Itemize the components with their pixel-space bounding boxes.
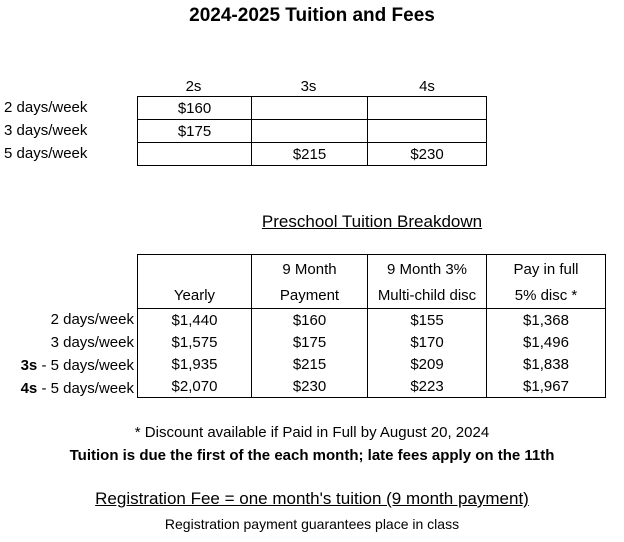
table-row — [138, 375, 606, 398]
table-cell: $175 — [138, 120, 252, 143]
table-cell: $160 — [138, 97, 252, 120]
table-cell: $1,440 — [138, 309, 252, 332]
table-cell — [138, 143, 252, 166]
rate-col-header-2s: 2s — [185, 78, 202, 95]
registration-fee-note: Registration Fee = one month's tuition (9 month payment) — [95, 489, 529, 508]
table-cell — [252, 97, 368, 120]
rate-row-label: 3 days/week — [4, 122, 88, 139]
table-cell: $155 — [368, 309, 487, 332]
column-header-9-month: 9 Month Payment — [252, 255, 368, 309]
monthly-rate-table — [137, 96, 487, 166]
table-cell: $215 — [252, 143, 368, 166]
table-row — [138, 143, 487, 166]
column-header-pay-in-full: Pay in full 5% disc * — [487, 255, 606, 309]
breakdown-row-label: 3 days/week — [50, 334, 134, 351]
table-cell: $1,496 — [487, 331, 606, 353]
breakdown-row-label: 4s - 5 days/week — [20, 380, 134, 397]
table-row — [138, 97, 487, 120]
table-cell: $230 — [252, 375, 368, 398]
table-row — [138, 331, 606, 353]
breakdown-row-label: 3s - 5 days/week — [20, 357, 134, 374]
table-cell: $175 — [252, 331, 368, 353]
table-cell: $1,575 — [138, 331, 252, 353]
table-cell: $215 — [252, 353, 368, 375]
table-cell — [252, 120, 368, 143]
rate-col-header-4s: 4s — [419, 78, 435, 95]
rate-col-header-3s: 3s — [300, 78, 317, 95]
breakdown-row-label: 2 days/week — [50, 311, 134, 328]
table-cell — [368, 120, 487, 143]
table-cell: $209 — [368, 353, 487, 375]
due-date-note: Tuition is due the first of the each month; late fees apply on the 11th — [69, 447, 555, 464]
table-cell: $230 — [368, 143, 487, 166]
table-cell: $160 — [252, 309, 368, 332]
table-cell: $1,967 — [487, 375, 606, 398]
table-header-row — [138, 255, 606, 309]
table-row — [138, 309, 606, 332]
discount-note: * Discount available if Paid in Full by August 20, 2024 — [134, 424, 490, 441]
table-row — [138, 353, 606, 375]
table-cell: $2,070 — [138, 375, 252, 398]
registration-guarantee-note: Registration payment guarantees place in class — [164, 516, 460, 532]
page-title: 2024-2025 Tuition and Fees — [189, 5, 435, 26]
table-cell: $1,368 — [487, 309, 606, 332]
table-cell: $170 — [368, 331, 487, 353]
rate-row-label: 2 days/week — [4, 99, 88, 116]
table-cell: $1,838 — [487, 353, 606, 375]
column-header-yearly: Yearly — [138, 255, 252, 309]
rate-row-label: 5 days/week — [4, 145, 88, 162]
table-cell — [368, 97, 487, 120]
column-header-multi-child: 9 Month 3% Multi-child disc — [368, 255, 487, 309]
table-cell: $223 — [368, 375, 487, 398]
tuition-breakdown-table — [137, 254, 606, 398]
breakdown-title: Preschool Tuition Breakdown — [261, 212, 483, 231]
table-cell: $1,935 — [138, 353, 252, 375]
table-row — [138, 120, 487, 143]
